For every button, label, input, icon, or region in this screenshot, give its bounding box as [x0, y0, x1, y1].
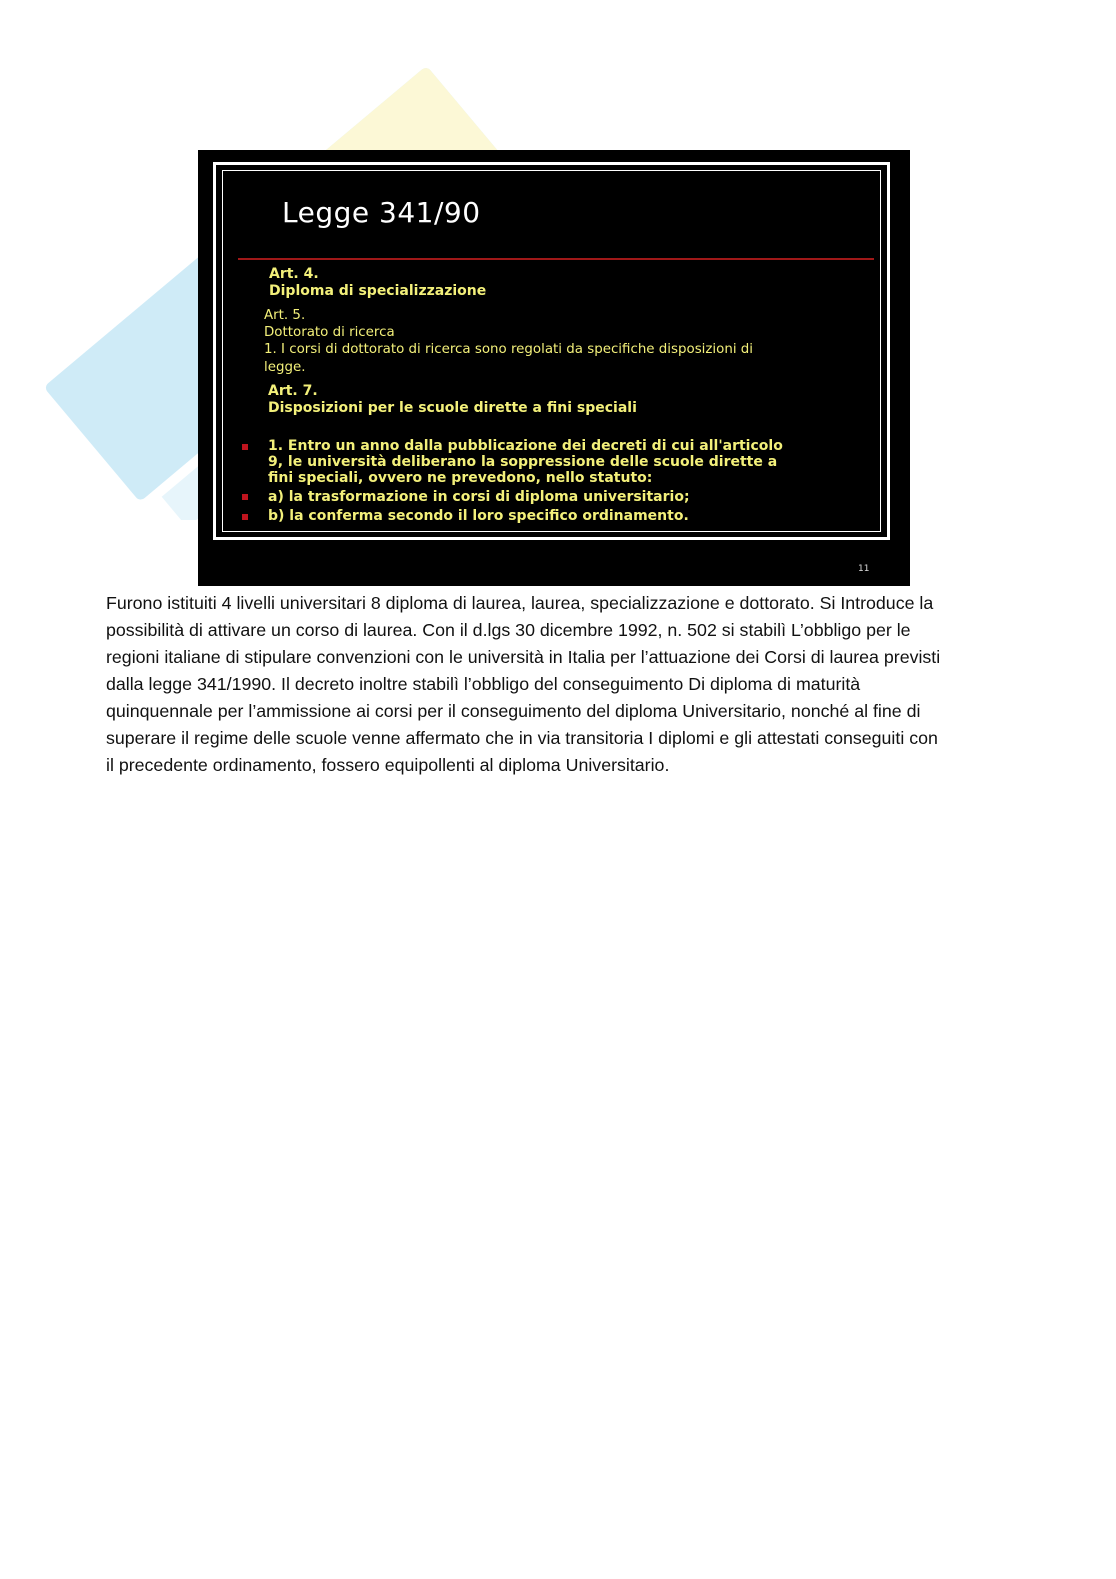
bullet-marker: [242, 514, 248, 520]
bullet-marker: [242, 444, 248, 450]
bullet-2-line-1: a) la trasformazione in corsi di diploma universitario;: [268, 489, 690, 505]
art5-line1: 1. I corsi di dottorato di ricerca sono regolati da specifiche disposizioni di: [264, 342, 754, 357]
body-line: possibilità di attivare un corso di laurea. Con il d.lgs 30 dicembre 1992, n. 502 si stabilì L’obbligo per le: [106, 620, 911, 640]
art5-title: Dottorato di ricerca: [264, 325, 395, 340]
art4-heading: Art. 4.: [269, 266, 319, 282]
body-line: dalla legge 341/1990. Il decreto inoltre stabilì l’obbligo del conseguimento Di diploma di maturità: [106, 674, 861, 694]
title-divider: [238, 258, 874, 260]
body-line: superare il regime delle scuole venne affermato che in via transitoria I diplomi e gli attestati conseguiti con: [106, 728, 938, 748]
art7-title: Disposizioni per le scuole dirette a fini speciali: [268, 400, 637, 416]
slide-image: [198, 150, 910, 586]
bullet-3-line-1: b) la conferma secondo il loro specifico ordinamento.: [268, 508, 689, 524]
bullet-1-line-2: 9, le università deliberano la soppressione delle scuole dirette a: [268, 454, 778, 470]
bullet-marker: [242, 494, 248, 500]
slide-title: Legge 341/90: [282, 196, 481, 229]
body-paragraph: [106, 590, 1006, 779]
body-line: quinquennale per l’ammissione ai corsi per il conseguimento del diploma Universitario, nonché al fine di: [106, 701, 921, 721]
body-line: Furono istituiti 4 livelli universitari 8 diploma di laurea, laurea, specializzazione e dottorato. Si Introduce la: [106, 593, 934, 613]
body-line: il precedente ordinamento, fossero equipollenti al diploma Universitario.: [106, 755, 670, 775]
art4-title: Diploma di specializzazione: [269, 283, 487, 299]
art5-line2: legge.: [264, 360, 306, 375]
art7-heading: Art. 7.: [268, 383, 318, 399]
bullet-1-line-1: 1. Entro un anno dalla pubblicazione dei decreti di cui all'articolo: [268, 438, 783, 454]
body-line: regioni italiane di stipulare convenzioni con le università in Italia per l’attuazione dei Corsi di laurea previsti: [106, 647, 941, 667]
bullet-1-line-3: fini speciali, ovvero ne prevedono, nello statuto:: [268, 470, 653, 486]
slide-page-number: 11: [858, 564, 870, 574]
art5-heading: Art. 5.: [264, 308, 306, 323]
